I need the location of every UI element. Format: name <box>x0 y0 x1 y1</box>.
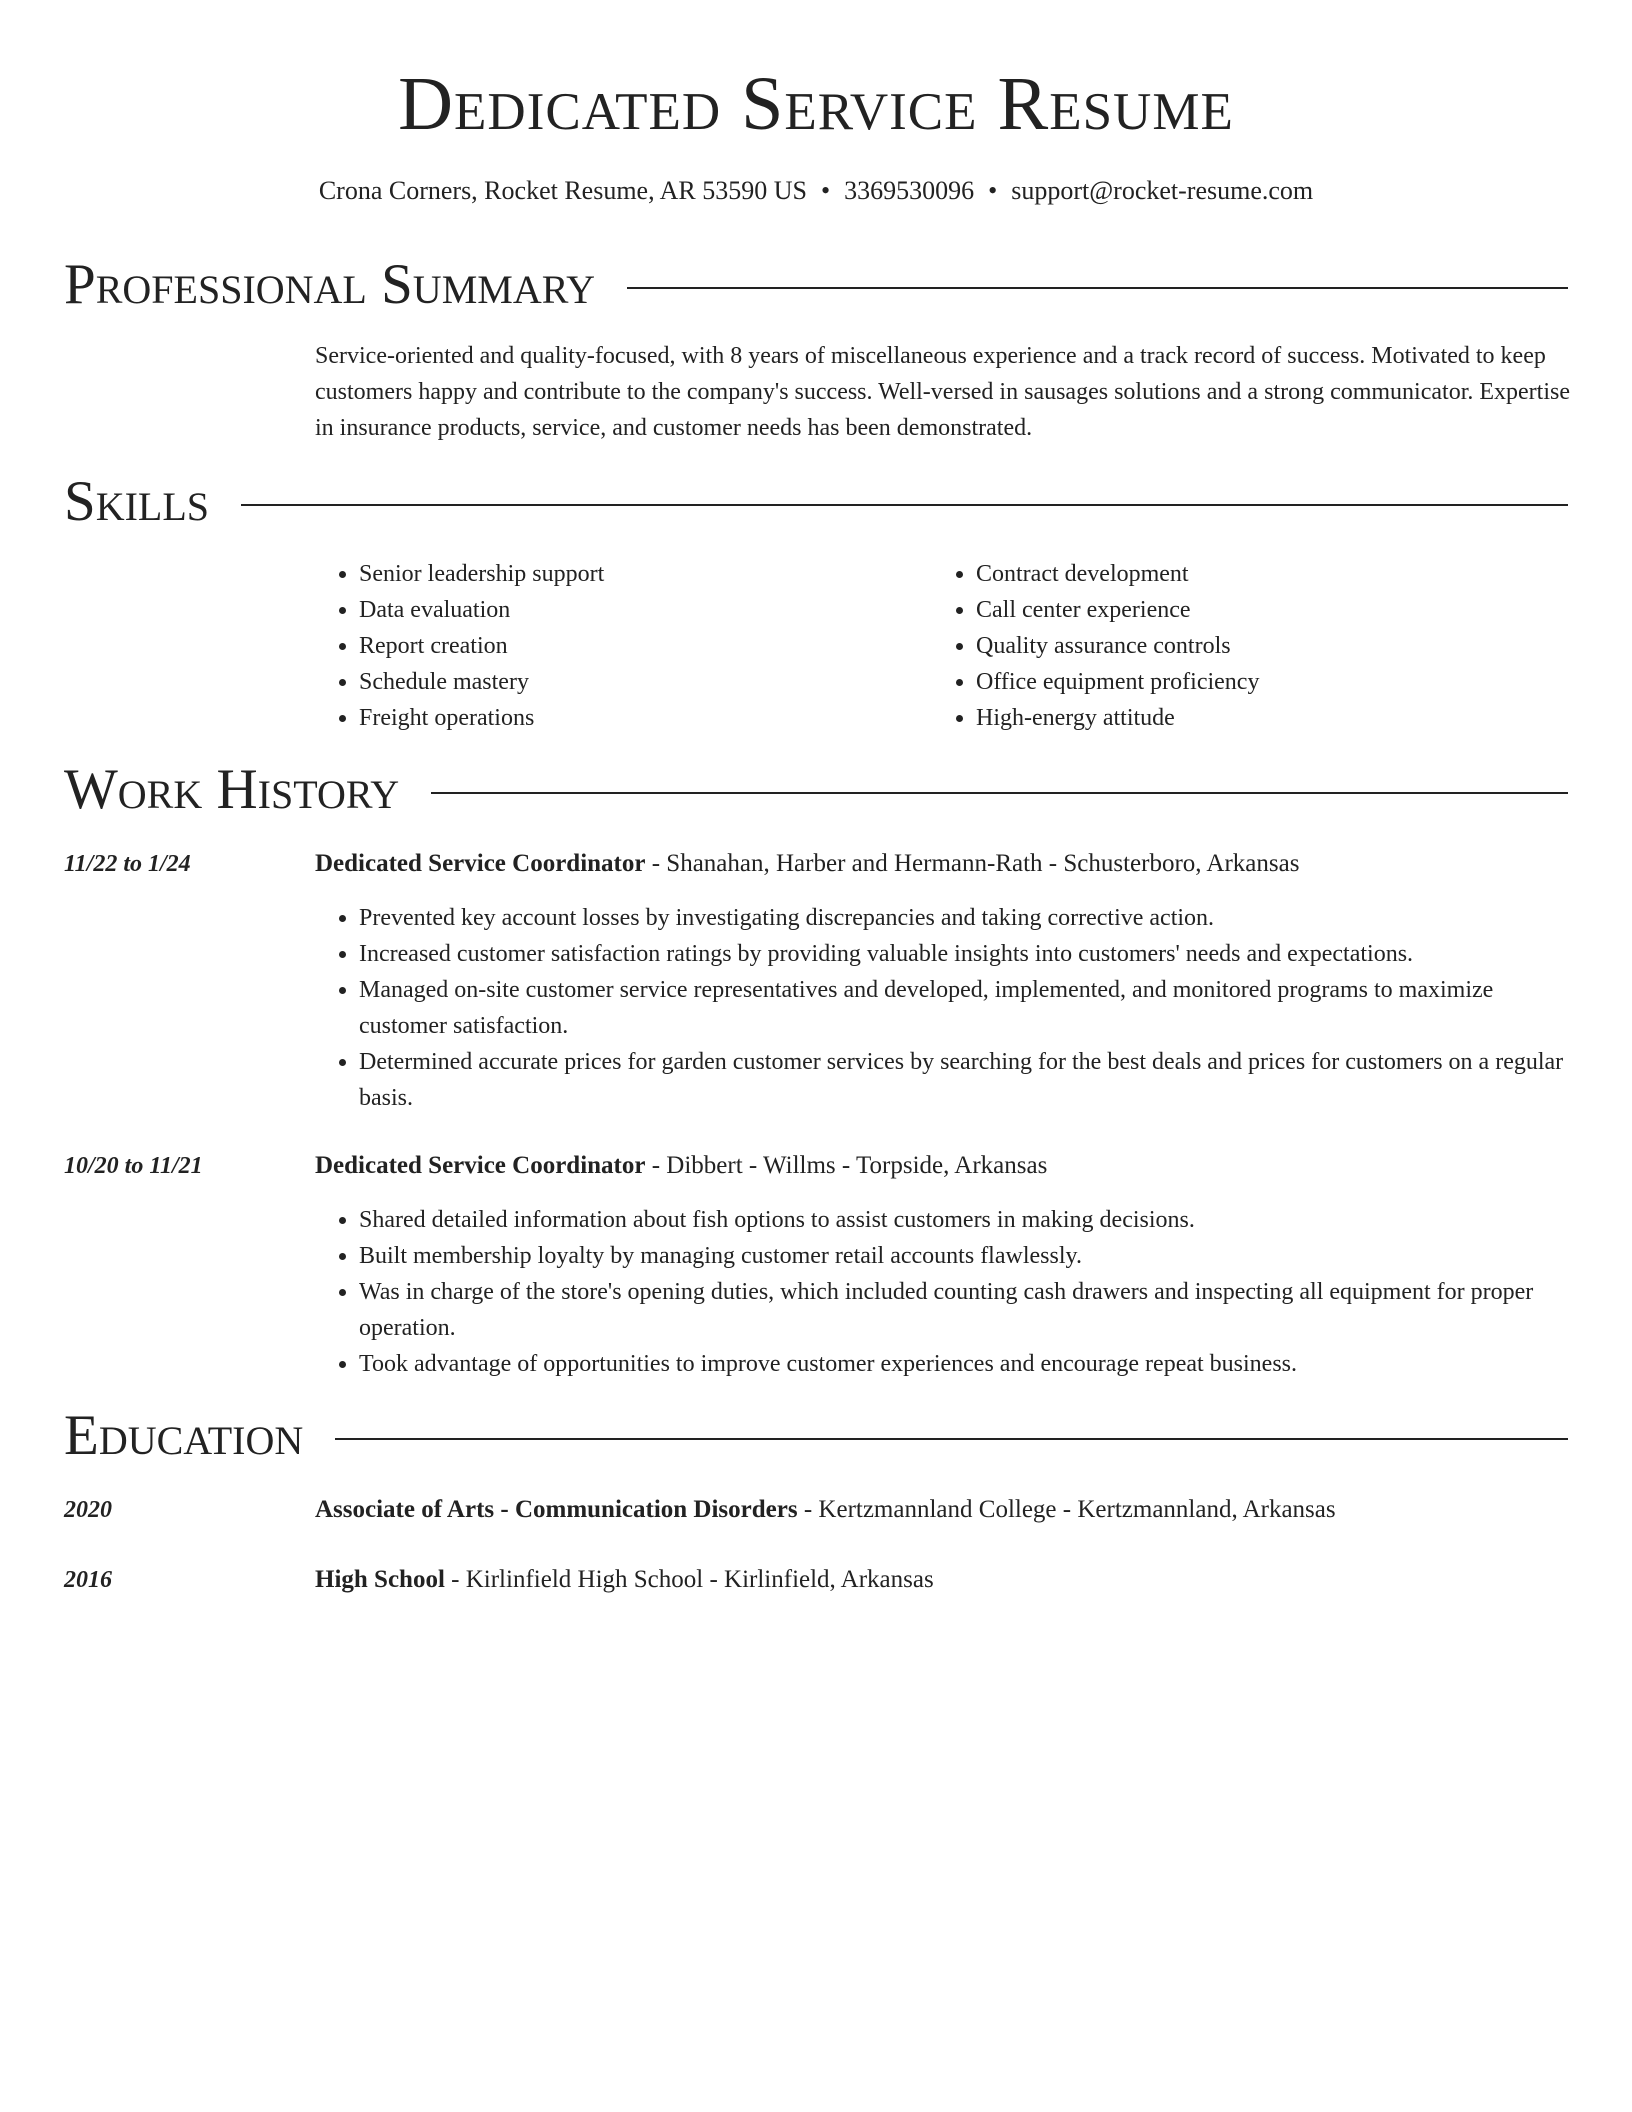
job-employer-location: - Shanahan, Harber and Hermann-Rath - Schusterboro, Arkansas <box>645 850 1300 877</box>
job-heading <box>315 846 1570 882</box>
contact-address: Crona Corners, Rocket Resume, AR 53590 US <box>318 176 808 205</box>
section-title-education: Education <box>64 1404 304 1467</box>
section-divider <box>627 287 1568 289</box>
education-entry <box>315 1562 1570 1598</box>
job-bullet: • Was in charge of the store's opening duties, which included counting cash drawers and inspecting all equipment for proper operation. <box>359 1274 1570 1346</box>
section-divider <box>241 504 1568 506</box>
education-year: 2016 <box>64 1567 112 1593</box>
education-school-location: - Kertzmannland College - Kertzmannland, Arkansas <box>797 1496 1336 1523</box>
section-title-summary: Professional Summary <box>64 253 596 316</box>
section-divider <box>431 792 1568 794</box>
skill-item: • Contract development <box>976 556 1596 592</box>
education-school-location: - Kirlinfield High School - Kirlinfield, Arkansas <box>444 1566 934 1593</box>
job-bullets <box>315 900 1570 1116</box>
skill-item: • Senior leadership support <box>359 556 919 592</box>
job-role: Dedicated Service Coordinator <box>315 1152 646 1179</box>
section-header-work <box>64 755 1568 825</box>
education-degree: High School <box>315 1566 445 1593</box>
job-bullet: • Determined accurate prices for garden customer services by searching for the best deals and prices for customers on a regular basis. <box>359 1044 1570 1116</box>
contact-line <box>0 174 1632 208</box>
job-bullet: • Took advantage of opportunities to improve customer experiences and encourage repeat business. <box>359 1346 1570 1382</box>
education-year: 2020 <box>64 1497 112 1523</box>
skill-item: • Schedule mastery <box>359 664 919 700</box>
job-bullets <box>315 1202 1570 1382</box>
job-bullet: • Managed on-site customer service representatives and developed, implemented, and monitored programs to maximize customer satisfaction. <box>359 972 1570 1044</box>
job-bullet: • Shared detailed information about fish options to assist customers in making decisions. <box>359 1202 1570 1238</box>
skill-item: • Freight operations <box>359 700 919 736</box>
skill-item: • Report creation <box>359 628 919 664</box>
skill-item: • Office equipment proficiency <box>976 664 1596 700</box>
section-header-skills <box>64 467 1568 537</box>
skill-item: • Call center experience <box>976 592 1596 628</box>
job-role: Dedicated Service Coordinator <box>315 850 646 877</box>
education-degree: Associate of Arts - Communication Disorders <box>315 1496 798 1523</box>
job-heading <box>315 1148 1570 1184</box>
contact-phone: 3369530096 <box>844 176 975 205</box>
contact-separator: • <box>988 176 998 205</box>
job-dates: 11/22 to 1/24 <box>64 851 191 877</box>
contact-separator: • <box>821 176 831 205</box>
skills-list-right <box>932 556 1596 736</box>
contact-email: support@rocket-resume.com <box>1011 176 1314 205</box>
job-dates: 10/20 to 11/21 <box>64 1153 203 1179</box>
section-header-education <box>64 1401 1568 1471</box>
skill-item: • Data evaluation <box>359 592 919 628</box>
summary-text: Service-oriented and quality-focused, with 8 years of miscellaneous experience and a track record of success. Motivated to keep customers happy and contribute to the company's success. Well-versed in sausages solutions and a strong communicator. Expertise in insurance products, service, and customer needs has been demonstrated. <box>315 343 1570 441</box>
resume-name: Dedicated Service Resume <box>398 62 1234 146</box>
job-bullet: • Built membership loyalty by managing customer retail accounts flawlessly. <box>359 1238 1570 1274</box>
job-employer-location: - Dibbert - Willms - Torpside, Arkansas <box>645 1152 1048 1179</box>
education-entry <box>315 1492 1570 1528</box>
section-title-work: Work History <box>64 758 400 821</box>
section-header-summary <box>64 250 1568 320</box>
job-bullet: • Increased customer satisfaction ratings by providing valuable insights into customers' needs and expectations. <box>359 936 1570 972</box>
skill-item: • Quality assurance controls <box>976 628 1596 664</box>
job-bullet: • Prevented key account losses by investigating discrepancies and taking corrective action. <box>359 900 1570 936</box>
skills-list-left <box>315 556 919 736</box>
section-divider <box>335 1438 1568 1440</box>
section-title-skills: Skills <box>64 470 210 533</box>
skill-item: • High-energy attitude <box>976 700 1596 736</box>
